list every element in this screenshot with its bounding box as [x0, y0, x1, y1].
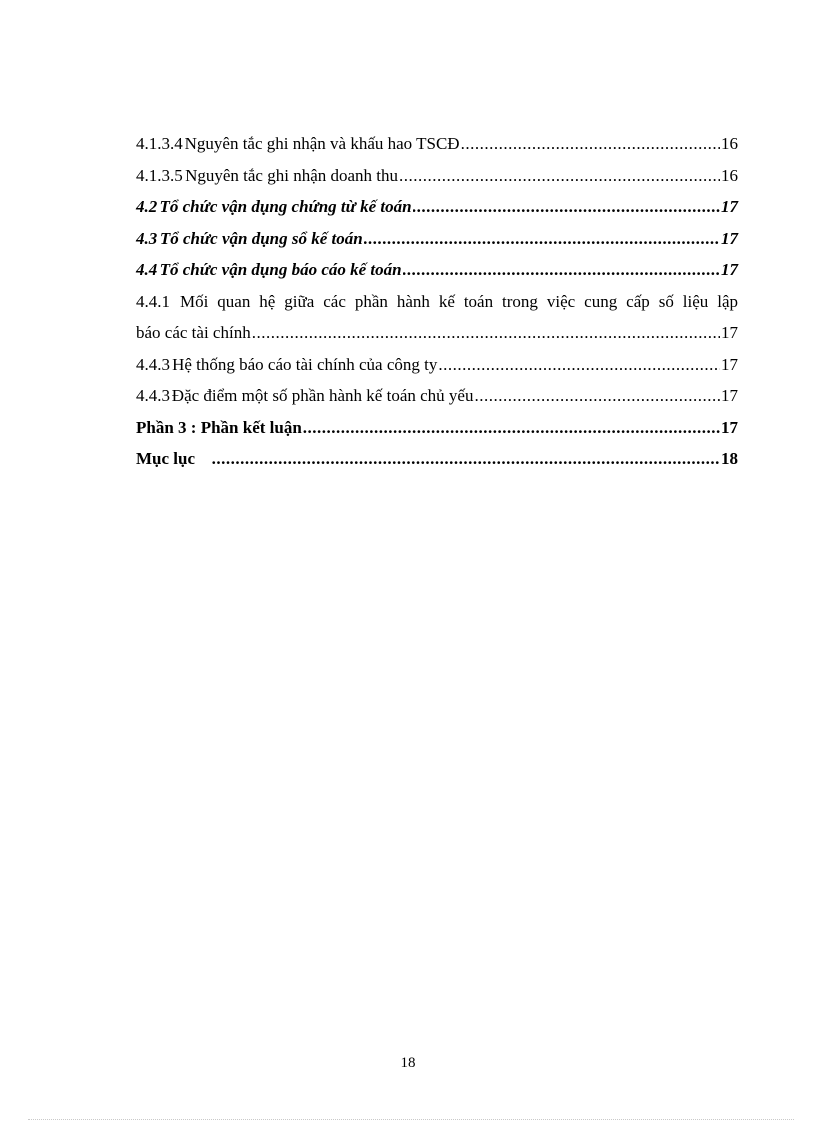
dot-leader [474, 380, 720, 412]
toc-entry-page: 18 [721, 449, 738, 468]
toc-entry-number: 4.1.3.4 [136, 134, 183, 153]
toc-entry-number: 4.4.1 [136, 291, 170, 311]
toc-entry[interactable] [136, 223, 738, 255]
toc-entry-title: Hệ thống báo cáo tài chính của công ty [172, 354, 438, 374]
toc-entry-title: Mối quan hệ giữa các phần hành kế toán trong việc cung cấp số liệu lập [180, 291, 738, 311]
toc-entry[interactable] [136, 443, 738, 475]
toc-entry-number: 4.4.3 [136, 354, 170, 374]
toc-entry-page: 17 [721, 323, 738, 342]
dot-leader [303, 412, 720, 444]
toc-entry-line1 [136, 286, 738, 318]
toc-entry-number: 4.3 [136, 228, 158, 248]
toc-entry[interactable] [136, 349, 738, 381]
dot-leader [252, 317, 720, 349]
toc-entry-number: 4.2 [136, 197, 158, 216]
toc-entry-title: Mục lục [136, 449, 196, 468]
toc-entry[interactable] [136, 191, 738, 223]
toc-entry-page: 17 [721, 417, 738, 437]
table-of-contents [136, 128, 738, 475]
toc-entry-page: 17 [721, 260, 738, 279]
dot-leader [438, 349, 720, 381]
toc-entry-number: 4.4.3 [136, 386, 170, 405]
toc-entry-number: 4.1.3.5 [136, 165, 183, 185]
toc-entry-page: 17 [721, 386, 738, 405]
toc-entry-title: Nguyên tắc ghi nhận doanh thu [185, 165, 399, 185]
toc-entry-title: Tổ chức vận dụng báo cáo kế toán [159, 260, 402, 279]
dot-leader [399, 160, 720, 192]
dot-leader [212, 443, 720, 475]
toc-entry[interactable] [136, 380, 738, 412]
toc-entry[interactable] [136, 128, 738, 160]
page-number: 18 [400, 1055, 416, 1071]
toc-entry-title: Tổ chức vận dụng sổ kế toán [159, 228, 363, 248]
toc-entry-title: Nguyên tắc ghi nhận và khấu hao TSCĐ [184, 134, 460, 153]
page-bottom-edge [28, 1119, 794, 1120]
toc-entry-multiline[interactable] [136, 286, 738, 349]
toc-entry-title-cont: báo các tài chính [136, 323, 251, 342]
toc-entry-page: 17 [721, 354, 738, 374]
toc-entry[interactable] [136, 160, 738, 192]
toc-entry-page: 17 [721, 228, 738, 248]
toc-entry[interactable] [136, 412, 738, 444]
toc-entry-title: Phần 3 : Phần kết luận [136, 417, 302, 437]
dot-leader [461, 128, 720, 160]
toc-entry-page: 17 [721, 197, 738, 216]
toc-entry-line2 [136, 317, 738, 349]
toc-entry-title: Tổ chức vận dụng chứng từ kế toán [159, 197, 412, 216]
dot-leader [403, 254, 720, 286]
toc-entry-page: 16 [721, 134, 738, 153]
toc-entry[interactable] [136, 254, 738, 286]
dot-leader [413, 191, 720, 223]
toc-entry-title: Đặc điểm một số phần hành kế toán chủ yếu [171, 386, 474, 405]
toc-entry-page: 16 [721, 165, 738, 185]
toc-entry-number: 4.4 [136, 260, 158, 279]
dot-leader [364, 223, 720, 255]
